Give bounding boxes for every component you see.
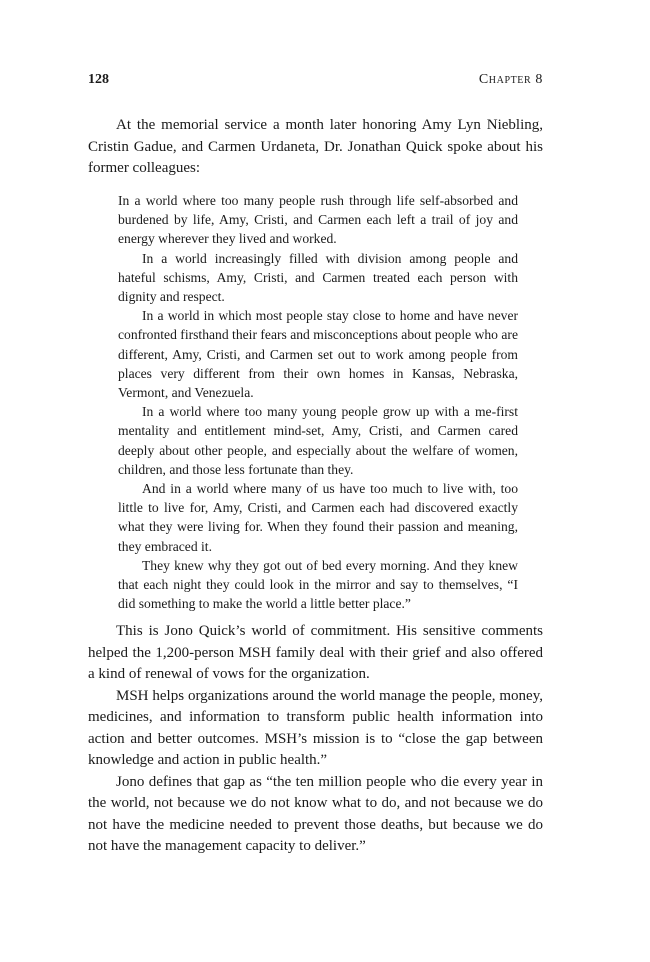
quote-paragraph: In a world in which most people stay close to home and have never confronted firsthand their fears and misconceptions about people who are different, Amy, Cristi, and Carmen set out to work among people from places very different from their own homes in Kansas, Nebraska, Vermont, and Venezuela. [118, 308, 518, 401]
quote-paragraph: In a world increasingly filled with division among people and hateful schisms, Amy, Cristi, and Carmen treated each person with dignity and respect. [118, 250, 518, 305]
closing-section [88, 621, 543, 858]
page-number: 128 [88, 72, 109, 87]
body-paragraph: Jono defines that gap as “the ten million people who die every year in the world, not because we do not know what to do, and not because we do not have the medicine needed to prevent those deaths, but because we do not have the management capacity to deliver.” [88, 773, 543, 854]
intro-paragraph: At the memorial service a month later honoring Amy Lyn Niebling, Cristin Gadue, and Carmen Urdaneta, Dr. Jonathan Quick spoke about his former colleagues: [88, 117, 543, 176]
quote-paragraph: They knew why they got out of bed every morning. And they knew that each night they could look in the mirror and say to themselves, “I did something to make the world a little better place.” [118, 557, 518, 612]
quote-paragraph: In a world where too many young people grow up with a me-first mentality and entitlement mind-set, Amy, Cristi, and Carmen cared deeply about other people, and especially about the welfare of women, children, and those less fortunate than they. [118, 404, 518, 477]
running-head: Chapter 8 [478, 72, 543, 87]
quote-paragraph: In a world where too many people rush through life self-absorbed and burdened by life, Amy, Cristi, and Carmen each left a trail of joy and energy wherever they lived and worked. [118, 193, 518, 247]
quote-paragraph: And in a world where many of us have too much to live with, too little to live for, Amy, Cristi, and Carmen each had discovered exactly what they were living for. When they found their passion and meaning, they embraced it. [118, 481, 518, 554]
body-paragraph: MSH helps organizations around the world manage the people, money, medicines, and information to transform public health information into action and better outcomes. MSH’s mission is to “close the gap between knowledge and action in public health.” [88, 687, 543, 768]
page-header [88, 72, 543, 92]
block-quote [118, 191, 518, 613]
body-paragraph: This is Jono Quick’s world of commitment. His sensitive comments helped the 1,200-person MSH family deal with their grief and also offered a kind of renewal of vows for the organization. [88, 623, 543, 682]
intro-section [88, 115, 543, 180]
